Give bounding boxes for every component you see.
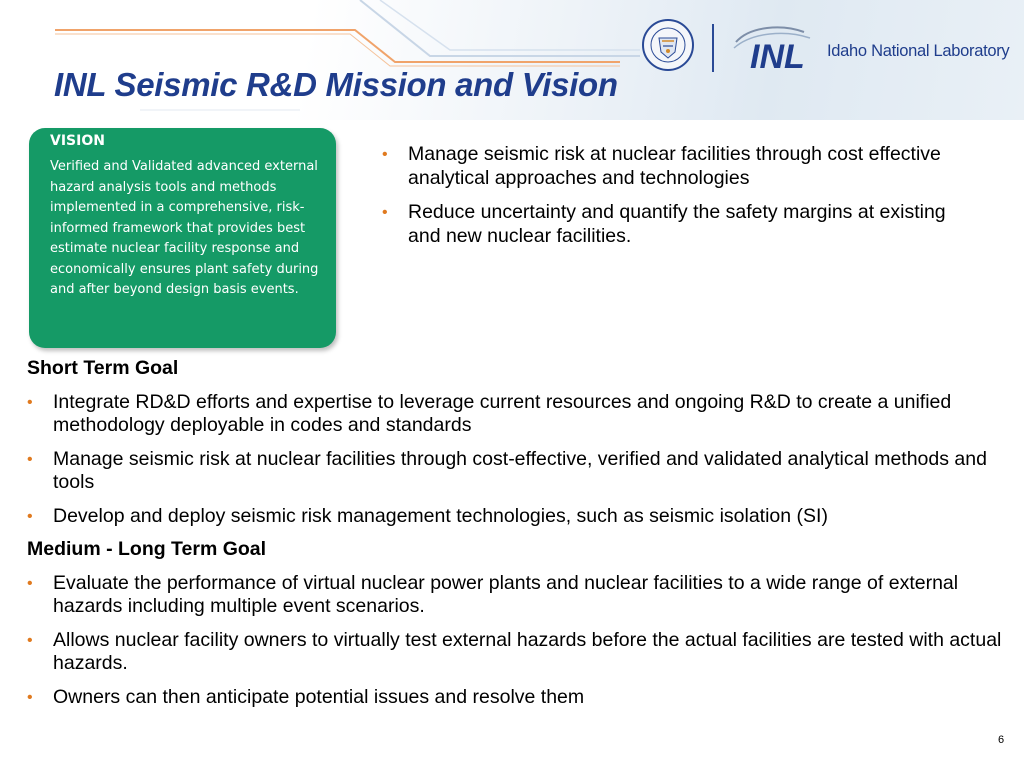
mission-bullet-list (382, 143, 982, 259)
page-title: INL Seismic R&D Mission and Vision (54, 66, 618, 103)
short-term-bullet-list (27, 391, 1017, 529)
bullet-icon: • (27, 688, 33, 706)
list-item: • Evaluate the performance of virtual nuclear power plants and nuclear facilities to a wide range of external hazards including multiple event scenarios. (27, 571, 959, 617)
list-item: • Manage seismic risk at nuclear facilities through cost effective analytical approaches and technologies (382, 143, 941, 189)
list-item: • Owners can then anticipate potential issues and resolve them (27, 685, 585, 708)
bullet-icon: • (382, 204, 388, 221)
vision-heading: VISION (50, 133, 105, 149)
short-term-heading: Short Term Goal (27, 357, 179, 379)
list-item: • Reduce uncertainty and quantify the safety margins at existing and new nuclear facilities. (382, 201, 946, 247)
bullet-icon: • (382, 146, 388, 163)
bullet-icon: • (27, 507, 33, 525)
goals-section (27, 357, 1017, 719)
list-item: • Manage seismic risk at nuclear facilities through cost-effective, verified and validated analytical methods and tools (27, 447, 987, 493)
list-item: • Integrate RD&D efforts and expertise to leverage current resources and ongoing R&D to create a unified methodology deployable in codes and standards (27, 390, 952, 436)
vision-text: Verified and Validated advanced external hazard analysis tools and methods implemented in a comprehensive, risk-informed framework that provides best estimate nuclear facility response and economically ensures plant safety during and after beyond design basis events. (50, 159, 319, 297)
inl-wordmark: INL (750, 38, 805, 76)
long-term-heading: Medium - Long Term Goal (27, 538, 267, 560)
lab-name: Idaho National Laboratory (827, 42, 1010, 60)
list-item: • Allows nuclear facility owners to virtually test external hazards before the actual facilities are tested with actual hazards. (27, 628, 1002, 674)
bullet-icon: • (27, 393, 33, 411)
page-number: 6 (998, 734, 1005, 746)
inl-logo-icon (730, 20, 830, 76)
list-item: • Develop and deploy seismic risk management technologies, such as seismic isolation (SI) (27, 504, 828, 527)
bullet-icon: • (27, 574, 33, 592)
vision-box (29, 128, 336, 348)
bullet-icon: • (27, 450, 33, 468)
logo-divider (712, 24, 714, 72)
bullet-icon: • (27, 631, 33, 649)
department-of-energy-seal-icon (641, 18, 695, 72)
long-term-bullet-list (27, 572, 1017, 710)
